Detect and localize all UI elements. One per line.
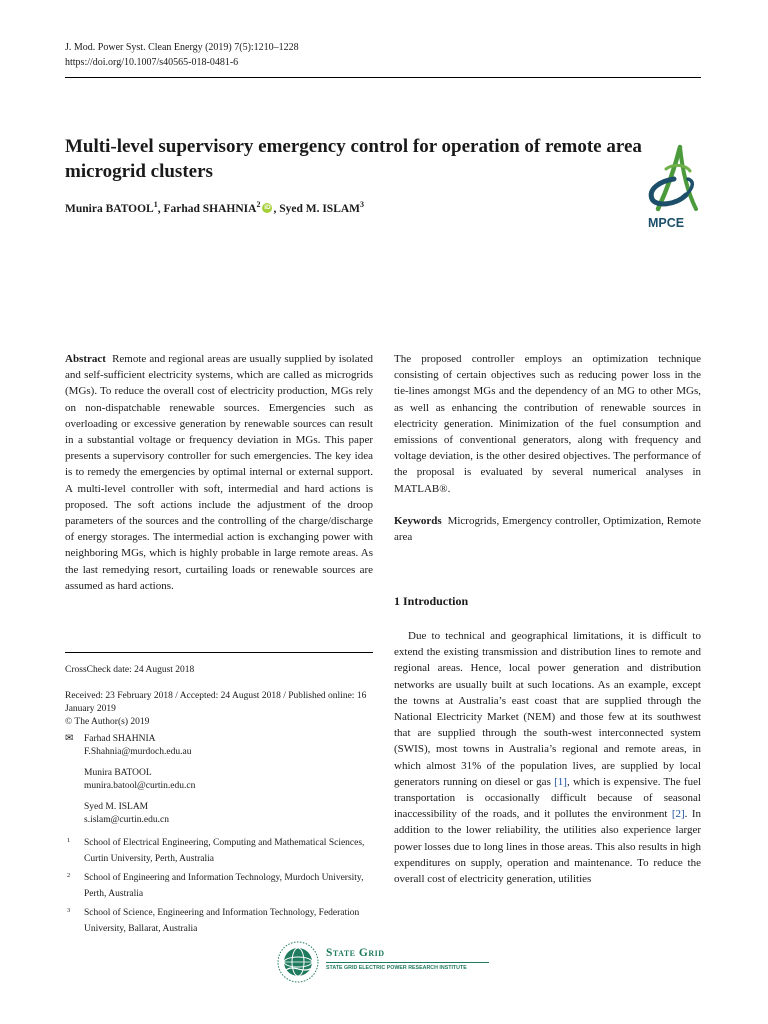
copyright-notice: © The Author(s) 2019	[65, 717, 150, 727]
contact-email[interactable]: s.islam@curtin.edu.cn	[84, 814, 169, 825]
contact-name: Farhad SHAHNIA	[84, 734, 156, 744]
affiliation-text: School of Electrical Engineering, Computing and Mathematical Sciences, Curtin University, Perth, Australia	[84, 838, 365, 864]
intro-text: , which is expensive. The fuel transportation is occasionally difficult because of seasonal inaccessibility of the roads, and it pollutes the environment	[394, 775, 702, 821]
contact-list	[65, 733, 373, 835]
author-affiliation-mark: 3	[360, 200, 365, 210]
state-grid-globe-icon	[276, 940, 320, 984]
publication-history	[65, 690, 373, 729]
affiliation-text: School of Science, Engineering and Information Technology, Federation University, Ballarat, Australia	[84, 908, 360, 934]
author-list: Munira BATOOL$^1$, Farhad SHAHNIA$^2$ iD , Syed M. ISLAM$^3$	[65, 200, 365, 215]
header-divider	[65, 77, 701, 78]
abstract-end: ®.	[439, 482, 451, 495]
publisher-name: State Grid	[326, 947, 385, 959]
paper-title: Multi-level supervisory emergency control for operation of remote area microgrid clusters	[65, 136, 642, 182]
citation-link[interactable]: [2]	[671, 808, 685, 821]
contact-email[interactable]: munira.batool@curtin.edu.cn	[84, 780, 196, 791]
affiliation-number: 3	[67, 907, 71, 914]
abstract-continuation: The proposed controller employs an optimization technique consisting of certain objectives such as reducing power loss in the tie-lines amongst MGs and the dependency of an MG to other MGs, as well as enhancing the contribution of renewable sources in electricity generation. Minimization of the fuel consumption and emissions of conventional generators, along with frequency and voltage deviation, is the other desired objectives. The performance of the proposal is evaluated by several numerical analyses in MATLAB	[394, 353, 701, 495]
publisher-subtitle: STATE GRID ELECTRIC POWER RESEARCH INSTITUTE	[326, 965, 467, 971]
citation-link[interactable]: [1]	[554, 775, 567, 788]
affiliation-entry	[65, 836, 373, 867]
footnote-divider	[65, 652, 373, 653]
contact-email[interactable]: F.Shahnia@murdoch.edu.au	[84, 746, 192, 757]
author-name: Munira BATOOL	[65, 203, 154, 215]
orcid-icon[interactable]: iD	[264, 204, 271, 212]
intro-text: . In addition to the lower reliability, the utilities also experience larger power losses due to long lines in those areas. This also results in high expenditures on supply, operation and maintenance. To reduce the overall cost of electricity generation, utilities	[394, 808, 702, 886]
affiliation-number: 1	[67, 837, 71, 844]
affiliation-number: 2	[67, 872, 71, 879]
received-dates: Received: 23 February 2018 / Accepted: 24 August 2018 / Published online: 16 January 2019	[65, 691, 367, 714]
journal-citation: J. Mod. Power Syst. Clean Energy (2019) 7(5):1210–1228	[65, 42, 299, 53]
keywords-text: Microgrids, Emergency controller, Optimization, Remote area	[394, 514, 701, 544]
keywords-label: Keywords	[394, 514, 442, 527]
abstract-label: Abstract	[65, 353, 106, 365]
author-name: Syed M. ISLAM	[279, 203, 361, 215]
affiliation-entry	[65, 906, 373, 937]
author-name: Farhad SHAHNIA	[163, 203, 257, 215]
contact-name: Munira BATOOL	[84, 768, 152, 778]
contact-name: Syed M. ISLAM	[84, 802, 149, 812]
affiliation-entry	[65, 871, 373, 902]
affiliation-list	[65, 836, 373, 941]
author-affiliation-mark: 2	[256, 200, 261, 210]
journal-header	[65, 40, 299, 70]
section-heading: 1 Introduction	[394, 594, 469, 608]
affiliation-text: School of Engineering and Information Technology, Murdoch University, Perth, Australia	[84, 873, 364, 899]
author-affiliation-mark: 1	[153, 200, 158, 210]
abstract-text: Remote and regional areas are usually supplied by isolated and self-sufficient electricity systems, which are called as microgrids (MGs). To reduce the overall cost of electricity production, MGs rely on non-dispatchable renewable sources. Emergencies such as overloading or excessive generation by renewable sources can result in a substantial voltage or frequency deviation in MGs. This paper presents a supervisory controller for such emergencies. The key idea is to remedy the emergencies by optimal internal or external support. A multi-level controller with soft, intermedial and hard actions is proposed. The soft actions include the adjustment of the droop parameters of the sources and the controlling of the charge/discharge of energy storages. The intermedial action is exchanging power with neighboring MGs, which is highly probable in large remote areas. As the last remedying resort, curtailing loads or renewable sources are assumed as hard actions.	[65, 353, 374, 592]
abstract-right	[394, 351, 701, 545]
contact-entry	[65, 801, 373, 826]
publisher-divider	[326, 962, 489, 963]
crosscheck-date: CrossCheck date: 24 August 2018	[65, 665, 195, 675]
mail-icon: ✉	[65, 733, 74, 744]
abstract-left	[65, 351, 373, 594]
introduction-body	[394, 628, 701, 887]
contact-entry	[65, 733, 373, 758]
doi-link[interactable]: https://doi.org/10.1007/s40565-018-0481-6	[65, 57, 239, 68]
intro-text: Due to technical and geographical limitations, it is difficult to extend the existing transmission and distribution lines to remote and regional areas. Hence, local power generation and distribution networks are usually built at such locations. As an example, except the towns at Australia’s east coast that are supplied through the National Electricity Market (NEM) and those few at its southwest that are supplied through the south-west interconnected system (SWIS), most towns in Australia’s regional and remote areas, in which almost 31% of the population lives, are supplied by local generators running on diesel or gas	[394, 630, 701, 788]
journal-logo-text: MPCE	[648, 216, 685, 230]
contact-entry	[65, 767, 373, 792]
